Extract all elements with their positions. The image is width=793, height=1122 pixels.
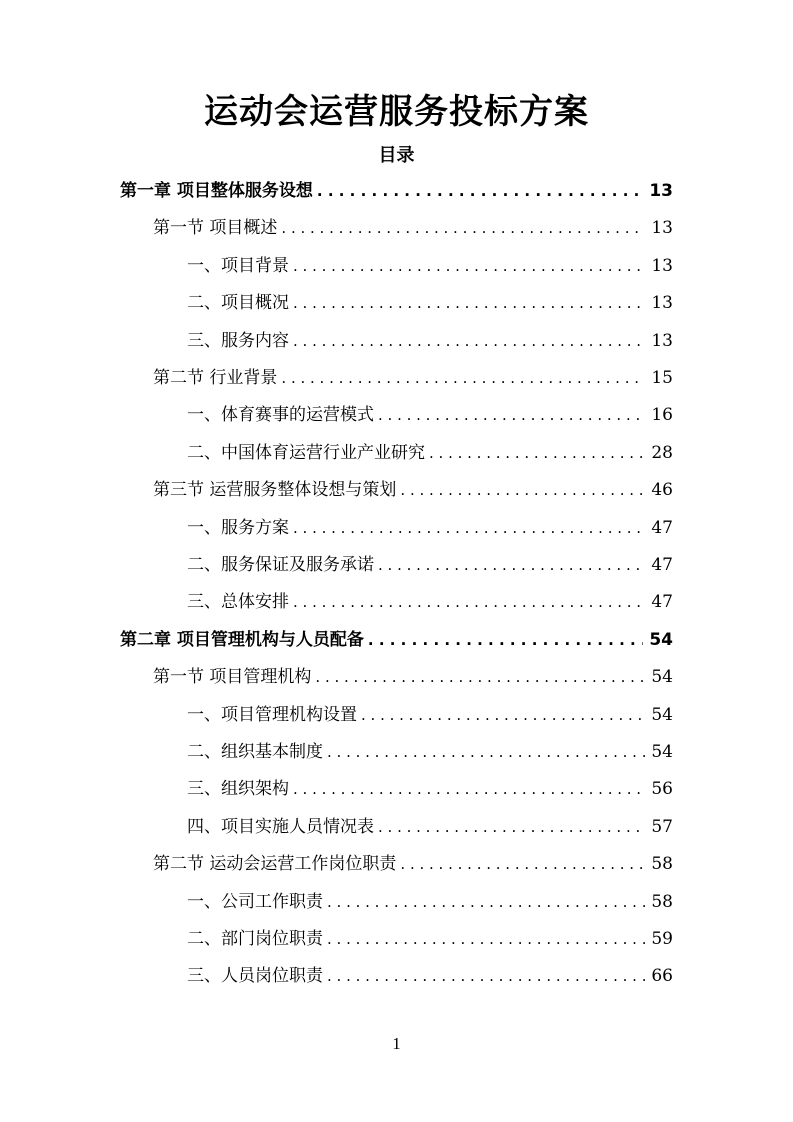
- toc-entry-page: 13: [651, 255, 673, 276]
- toc-entry-label: 一、体育赛事的运营模式: [187, 405, 374, 426]
- toc-entry-page: 13: [649, 181, 673, 201]
- toc-dot-leader: [293, 323, 645, 360]
- toc-entry-label: 第二节 运动会运营工作岗位职责: [153, 854, 397, 875]
- toc-dot-leader: [281, 360, 645, 397]
- toc-entry-label: 第二节 行业背景: [153, 368, 278, 388]
- toc-subsection-entry[interactable]: [187, 435, 673, 472]
- toc-dot-leader: [293, 771, 645, 808]
- toc-dot-leader: [378, 397, 645, 434]
- toc-section-entry[interactable]: [153, 210, 673, 247]
- toc-subsection-entry[interactable]: [187, 584, 673, 621]
- toc-dot-leader: [293, 285, 645, 322]
- toc-subsection-entry[interactable]: [187, 809, 673, 846]
- toc-entry-label: 三、服务内容: [187, 330, 289, 351]
- toc-dot-leader: [327, 958, 645, 995]
- toc-dot-leader: [361, 697, 645, 734]
- toc-entry-label: 一、项目背景: [187, 255, 289, 276]
- toc-entry-page: 15: [651, 368, 673, 388]
- toc-entry-page: 54: [651, 667, 673, 688]
- toc-entry-label: 二、组织基本制度: [187, 742, 323, 762]
- toc-dot-leader: [315, 659, 645, 696]
- toc-entry-label: 二、中国体育运营行业产业研究: [187, 442, 425, 463]
- toc-entry-label: 第一节 项目概述: [153, 218, 278, 239]
- toc-entry-label: 第一章 项目整体服务设想: [120, 181, 313, 201]
- toc-entry-page: 56: [651, 779, 673, 800]
- toc-section-entry[interactable]: [153, 360, 673, 397]
- toc-entry-page: 58: [651, 854, 673, 875]
- toc-subsection-entry[interactable]: [187, 958, 673, 995]
- toc-subsection-entry[interactable]: [187, 397, 673, 434]
- toc-subsection-entry[interactable]: [187, 248, 673, 285]
- toc-entry-page: 13: [651, 293, 673, 314]
- toc-dot-leader: [327, 921, 645, 958]
- toc-entry-page: 54: [651, 742, 673, 762]
- toc-entry-label: 一、项目管理机构设置: [187, 704, 357, 725]
- toc-entry-page: 28: [651, 442, 673, 463]
- toc-entry-page: 13: [651, 330, 673, 351]
- toc-dot-leader: [327, 884, 645, 921]
- page-number: 1: [392, 1034, 401, 1053]
- toc-subsection-entry[interactable]: [187, 510, 673, 547]
- toc-subsection-entry[interactable]: [187, 771, 673, 808]
- toc-dot-leader: [429, 435, 645, 472]
- toc-dot-leader: [327, 734, 645, 771]
- toc-dot-leader: [281, 210, 645, 247]
- toc-entry-page: 57: [651, 816, 673, 837]
- toc-entry-label: 三、总体安排: [187, 592, 289, 613]
- toc-chapter-entry[interactable]: [120, 173, 673, 210]
- toc-entry-page: 47: [651, 517, 673, 538]
- toc-dot-leader: [293, 510, 645, 547]
- toc-entry-page: 13: [651, 218, 673, 239]
- toc-subsection-entry[interactable]: [187, 547, 673, 584]
- toc-entry-label: 三、组织架构: [187, 779, 289, 800]
- toc-entry-label: 第二章 项目管理机构与人员配备: [120, 629, 364, 650]
- toc-dot-leader: [378, 809, 645, 846]
- toc-entry-page: 66: [651, 966, 673, 987]
- toc-entry-page: 58: [651, 891, 673, 912]
- document-title: 运动会运营服务投标方案: [204, 92, 589, 132]
- toc-entry-page: 59: [651, 929, 673, 949]
- toc-section-entry[interactable]: [153, 659, 673, 696]
- toc-entry-label: 一、公司工作职责: [187, 891, 323, 912]
- toc-entry-page: 54: [649, 629, 673, 650]
- toc-entry-label: 二、部门岗位职责: [187, 929, 323, 949]
- toc-entry-page: 54: [651, 704, 673, 725]
- toc-entry-label: 三、人员岗位职责: [187, 966, 323, 987]
- toc-section-entry[interactable]: [153, 846, 673, 883]
- toc-chapter-entry[interactable]: [120, 622, 673, 659]
- toc-subsection-entry[interactable]: [187, 285, 673, 322]
- toc-entry-label: 二、服务保证及服务承诺: [187, 555, 374, 575]
- toc-dot-leader: [400, 846, 645, 883]
- toc-entry-label: 第一节 项目管理机构: [153, 667, 312, 688]
- toc-dot-leader: [368, 622, 643, 659]
- toc-dot-leader: [400, 472, 645, 509]
- toc-subsection-entry[interactable]: [187, 734, 673, 771]
- toc-subsection-entry[interactable]: [187, 921, 673, 958]
- toc-dot-leader: [293, 248, 645, 285]
- toc-section-entry[interactable]: [153, 472, 673, 509]
- toc-subsection-entry[interactable]: [187, 697, 673, 734]
- toc-dot-leader: [378, 547, 645, 584]
- toc-heading: 目录: [378, 145, 415, 166]
- toc-dot-leader: [293, 584, 645, 621]
- toc-dot-leader: [317, 173, 643, 210]
- toc-entry-label: 第三节 运营服务整体设想与策划: [153, 480, 397, 501]
- toc-entry-page: 46: [651, 480, 673, 501]
- toc-entry-label: 一、服务方案: [187, 517, 289, 538]
- toc-entry-page: 47: [651, 592, 673, 613]
- toc-subsection-entry[interactable]: [187, 323, 673, 360]
- toc-entry-label: 四、项目实施人员情况表: [187, 816, 374, 837]
- toc-entry-label: 二、项目概况: [187, 293, 289, 314]
- toc-entry-page: 47: [651, 555, 673, 575]
- toc-entry-page: 16: [651, 405, 673, 426]
- toc-subsection-entry[interactable]: [187, 884, 673, 921]
